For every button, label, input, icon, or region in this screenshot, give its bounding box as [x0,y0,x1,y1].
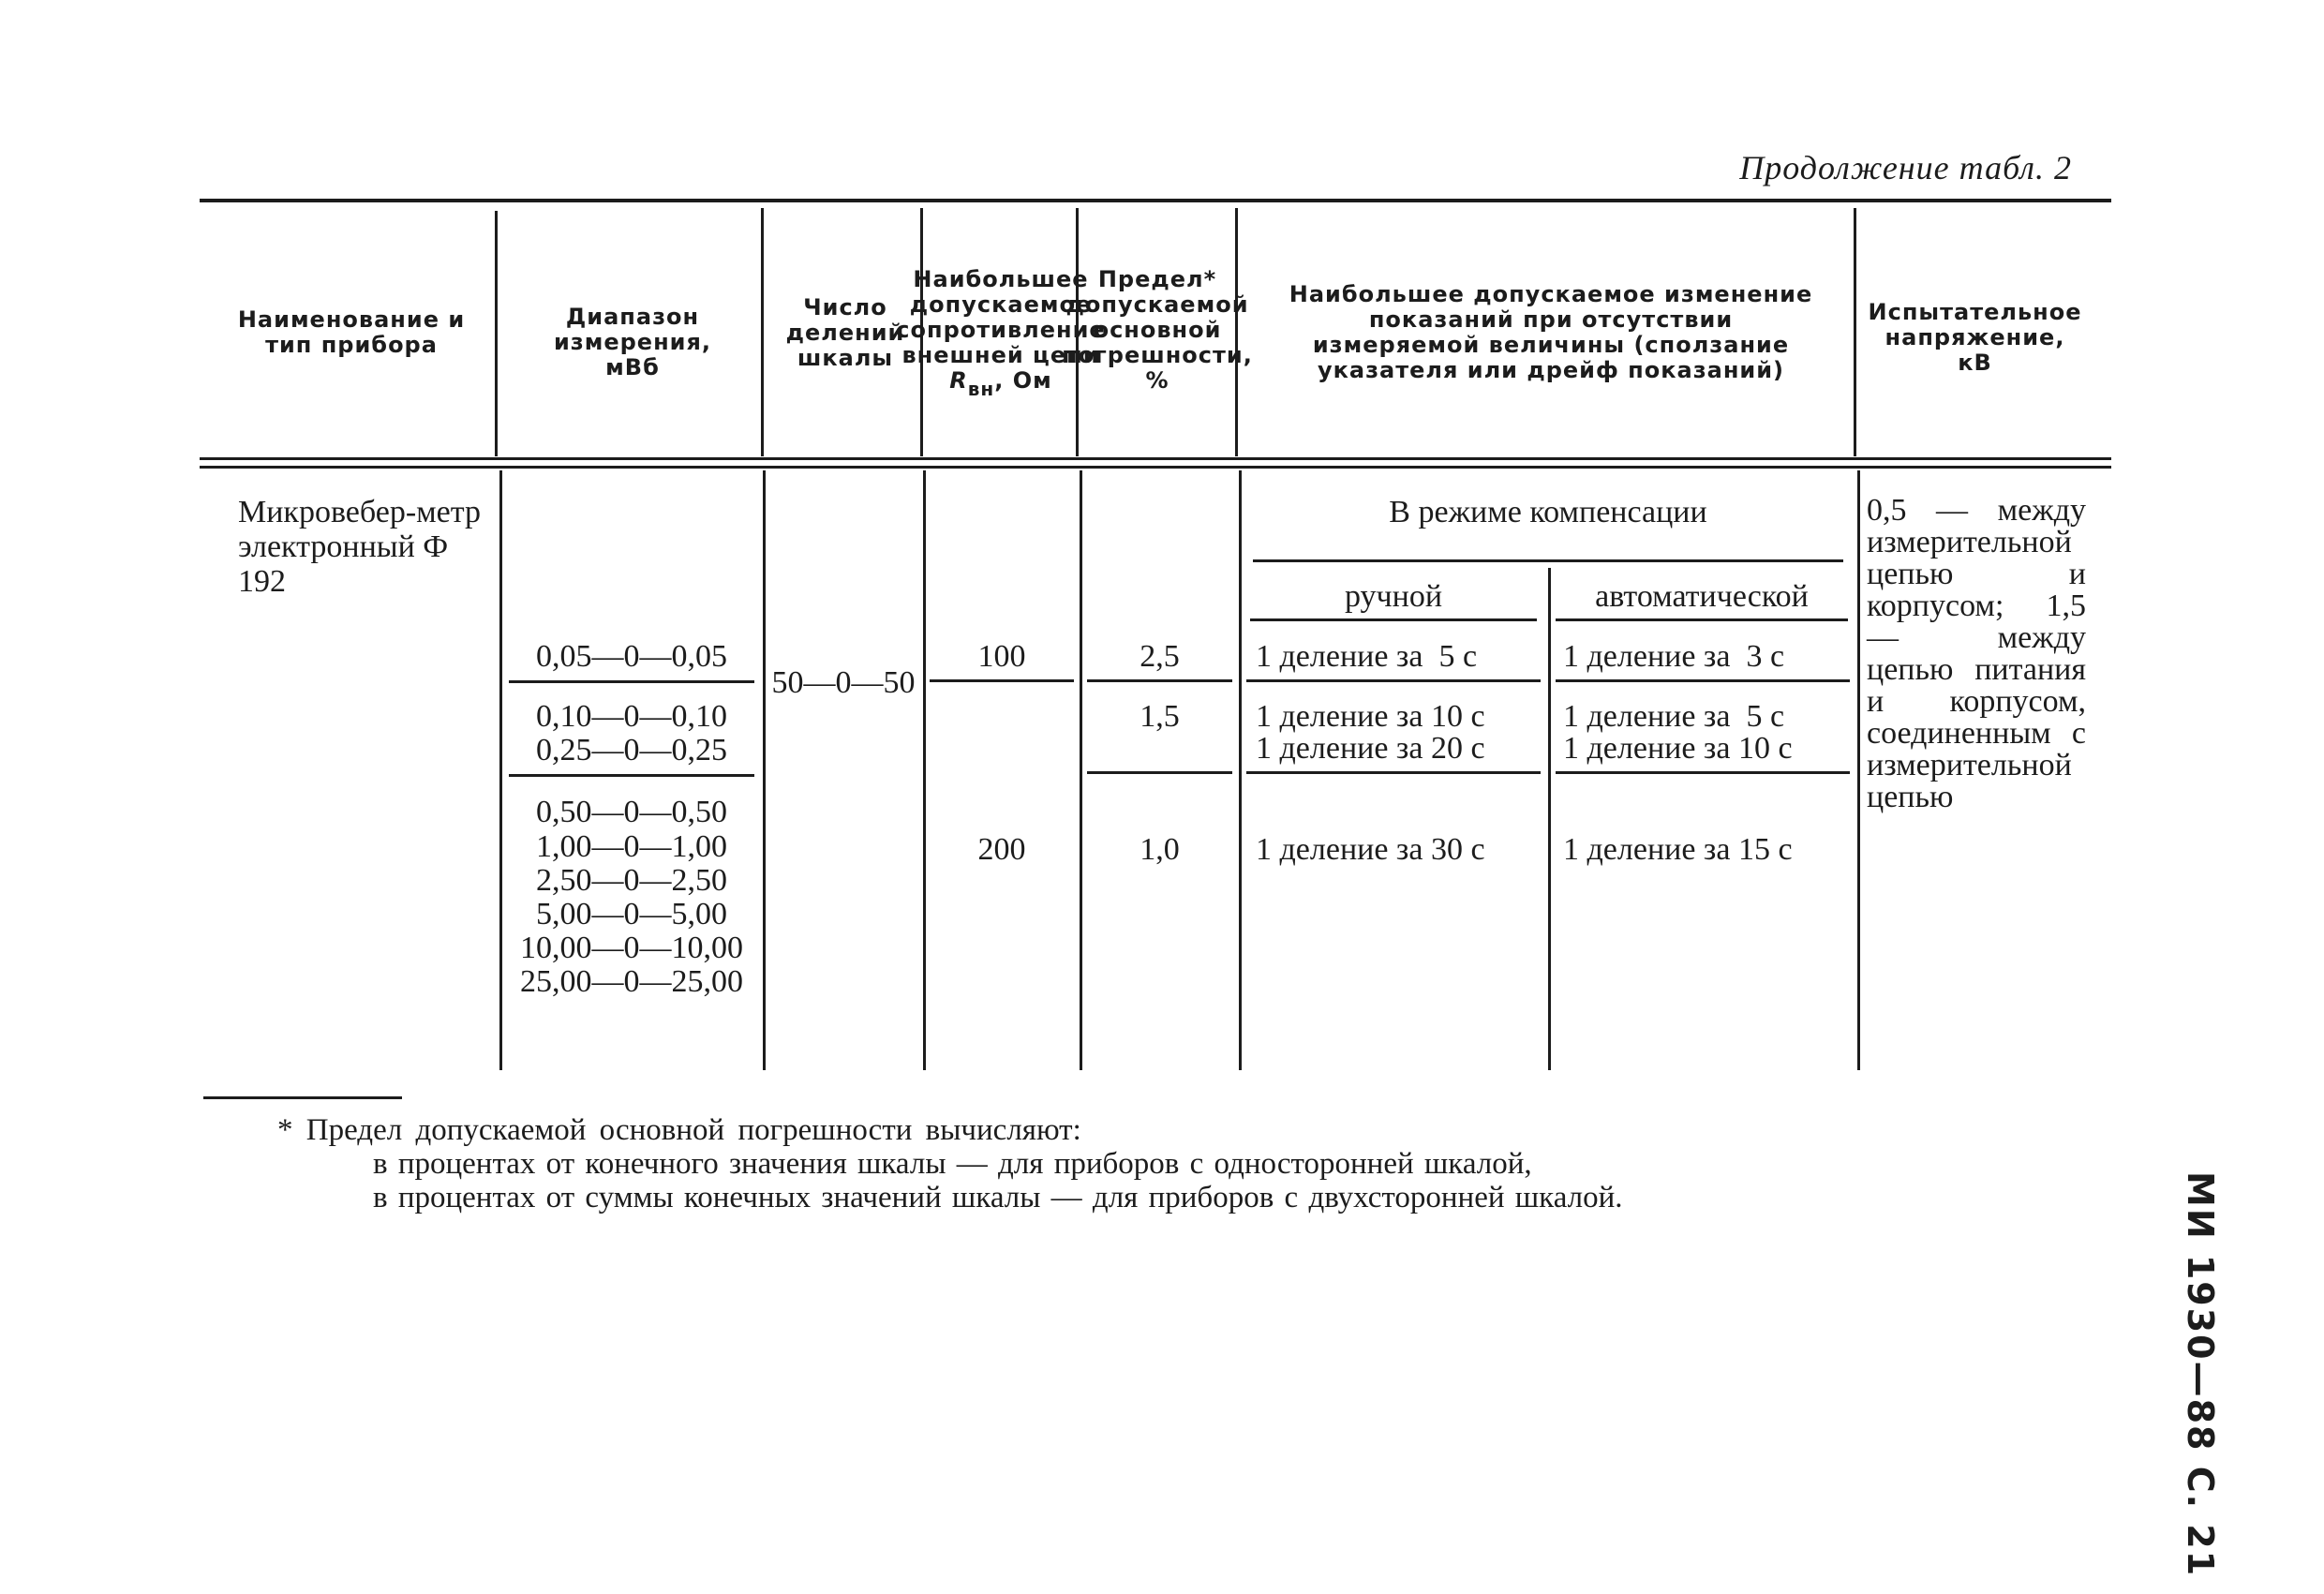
body-divider-7 [1857,470,1860,1070]
header-name: Наименование и тип прибора [237,306,466,358]
auto-drift-value: 1 деление за 15 с [1563,832,1793,867]
divisions-value: 50—0—50 [771,665,916,700]
header-divisions: Число делений шкалы [785,293,905,371]
mode-rule [1253,559,1843,562]
error-rule-2 [1087,771,1232,774]
header-divider-6 [1854,208,1856,456]
header-divider-1 [495,211,498,456]
test-voltage-value: 0,5 — между измерительной цепью и корпусом; 1,5 — между цепью питания и корпусом, соединенным с измерительной цепью [1867,493,2086,814]
body-divider-6 [1548,568,1551,1070]
manual-drift-value: 1 деление за 5 с [1256,639,1478,674]
range-rule-2 [509,774,754,777]
footnote-line-3: в процентах от суммы конечных значений шкалы — для приборов с двухсторонней шкалой. [373,1181,1623,1214]
auto-rule-1 [1556,679,1850,682]
range-value: 0,50—0—0,50 [536,795,727,829]
auto-rule-2 [1556,771,1850,774]
range-value: 0,10—0—0,10 [536,699,727,734]
table-top-rule [200,199,2111,202]
mode-title: В режиме компенсации [1389,495,1707,529]
auto-drift-value: 1 деление за 10 с [1563,731,1793,766]
manual-drift-value: 1 деление за 30 с [1256,832,1485,867]
table-continuation-title: Продолжение табл. 2 [1739,149,2072,186]
error-value: 1,5 [1140,699,1180,734]
range-rule-1 [509,680,754,683]
body-divider-3 [923,470,926,1070]
range-value: 10,00—0—10,00 [520,931,743,965]
range-value: 0,25—0—0,25 [536,733,727,767]
header-range: Диапазон измерения, мВб [553,303,712,380]
manual-rule-2 [1246,771,1541,774]
header-max-change: Наибольшее допускаемое изменение показаний при отсутствии измеряемой величины (сползание указателя или дрейф показаний) [1289,281,1813,383]
auto-drift-value: 1 деление за 3 с [1563,639,1785,674]
manual-rule-1 [1246,679,1541,682]
range-value: 0,05—0—0,05 [536,639,727,674]
manual-sub-rule [1250,618,1537,621]
range-value: 5,00—0—5,00 [536,897,727,931]
resistance-value: 200 [977,832,1026,867]
manual-drift-value: 1 деление за 10 с [1256,699,1485,734]
footnote-line-1: * Предел допускаемой основной погрешности вычисляют: [277,1113,1081,1147]
error-rule-1 [1087,679,1232,682]
auto-sub-rule [1556,618,1848,621]
header-divider-2 [761,208,764,456]
body-divider-1 [499,470,502,1070]
sub-header-auto: автоматической [1595,579,1809,614]
resistance-value: 100 [977,639,1026,674]
range-value: 2,50—0—2,50 [536,863,727,898]
error-value: 2,5 [1140,639,1180,674]
device-name: Микровебер-метр электронный Ф 192 [238,495,482,599]
header-bottom-rule-2 [200,466,2111,469]
error-value: 1,0 [1140,832,1180,867]
auto-drift-value: 1 деление за 5 с [1563,699,1785,734]
resistance-rule-1 [930,679,1074,682]
manual-drift-value: 1 деление за 20 с [1256,731,1485,766]
body-divider-5 [1239,470,1242,1070]
range-value: 1,00—0—1,00 [536,829,727,864]
range-value: 25,00—0—25,00 [520,964,743,999]
header-test-voltage: Испытательное напряжение, кВ [1868,298,2082,376]
body-divider-4 [1080,470,1082,1070]
header-bottom-rule-1 [200,457,2111,460]
body-divider-2 [763,470,766,1070]
sub-header-manual: ручной [1344,579,1443,614]
footnote-rule [203,1096,402,1099]
header-error-limit: Предел* допускаемой основной погрешности, % [1062,265,1253,394]
side-page-code: МИ 1930—88 С. 21 [2180,1171,2221,1578]
header-resistance: Наибольшее допускаемое сопротивление внешней цепи $R_{вн}$, Ом [896,266,1106,400]
footnote-line-2: в процентах от конечного значения шкалы — для приборов с односторонней шкалой, [373,1147,1532,1181]
